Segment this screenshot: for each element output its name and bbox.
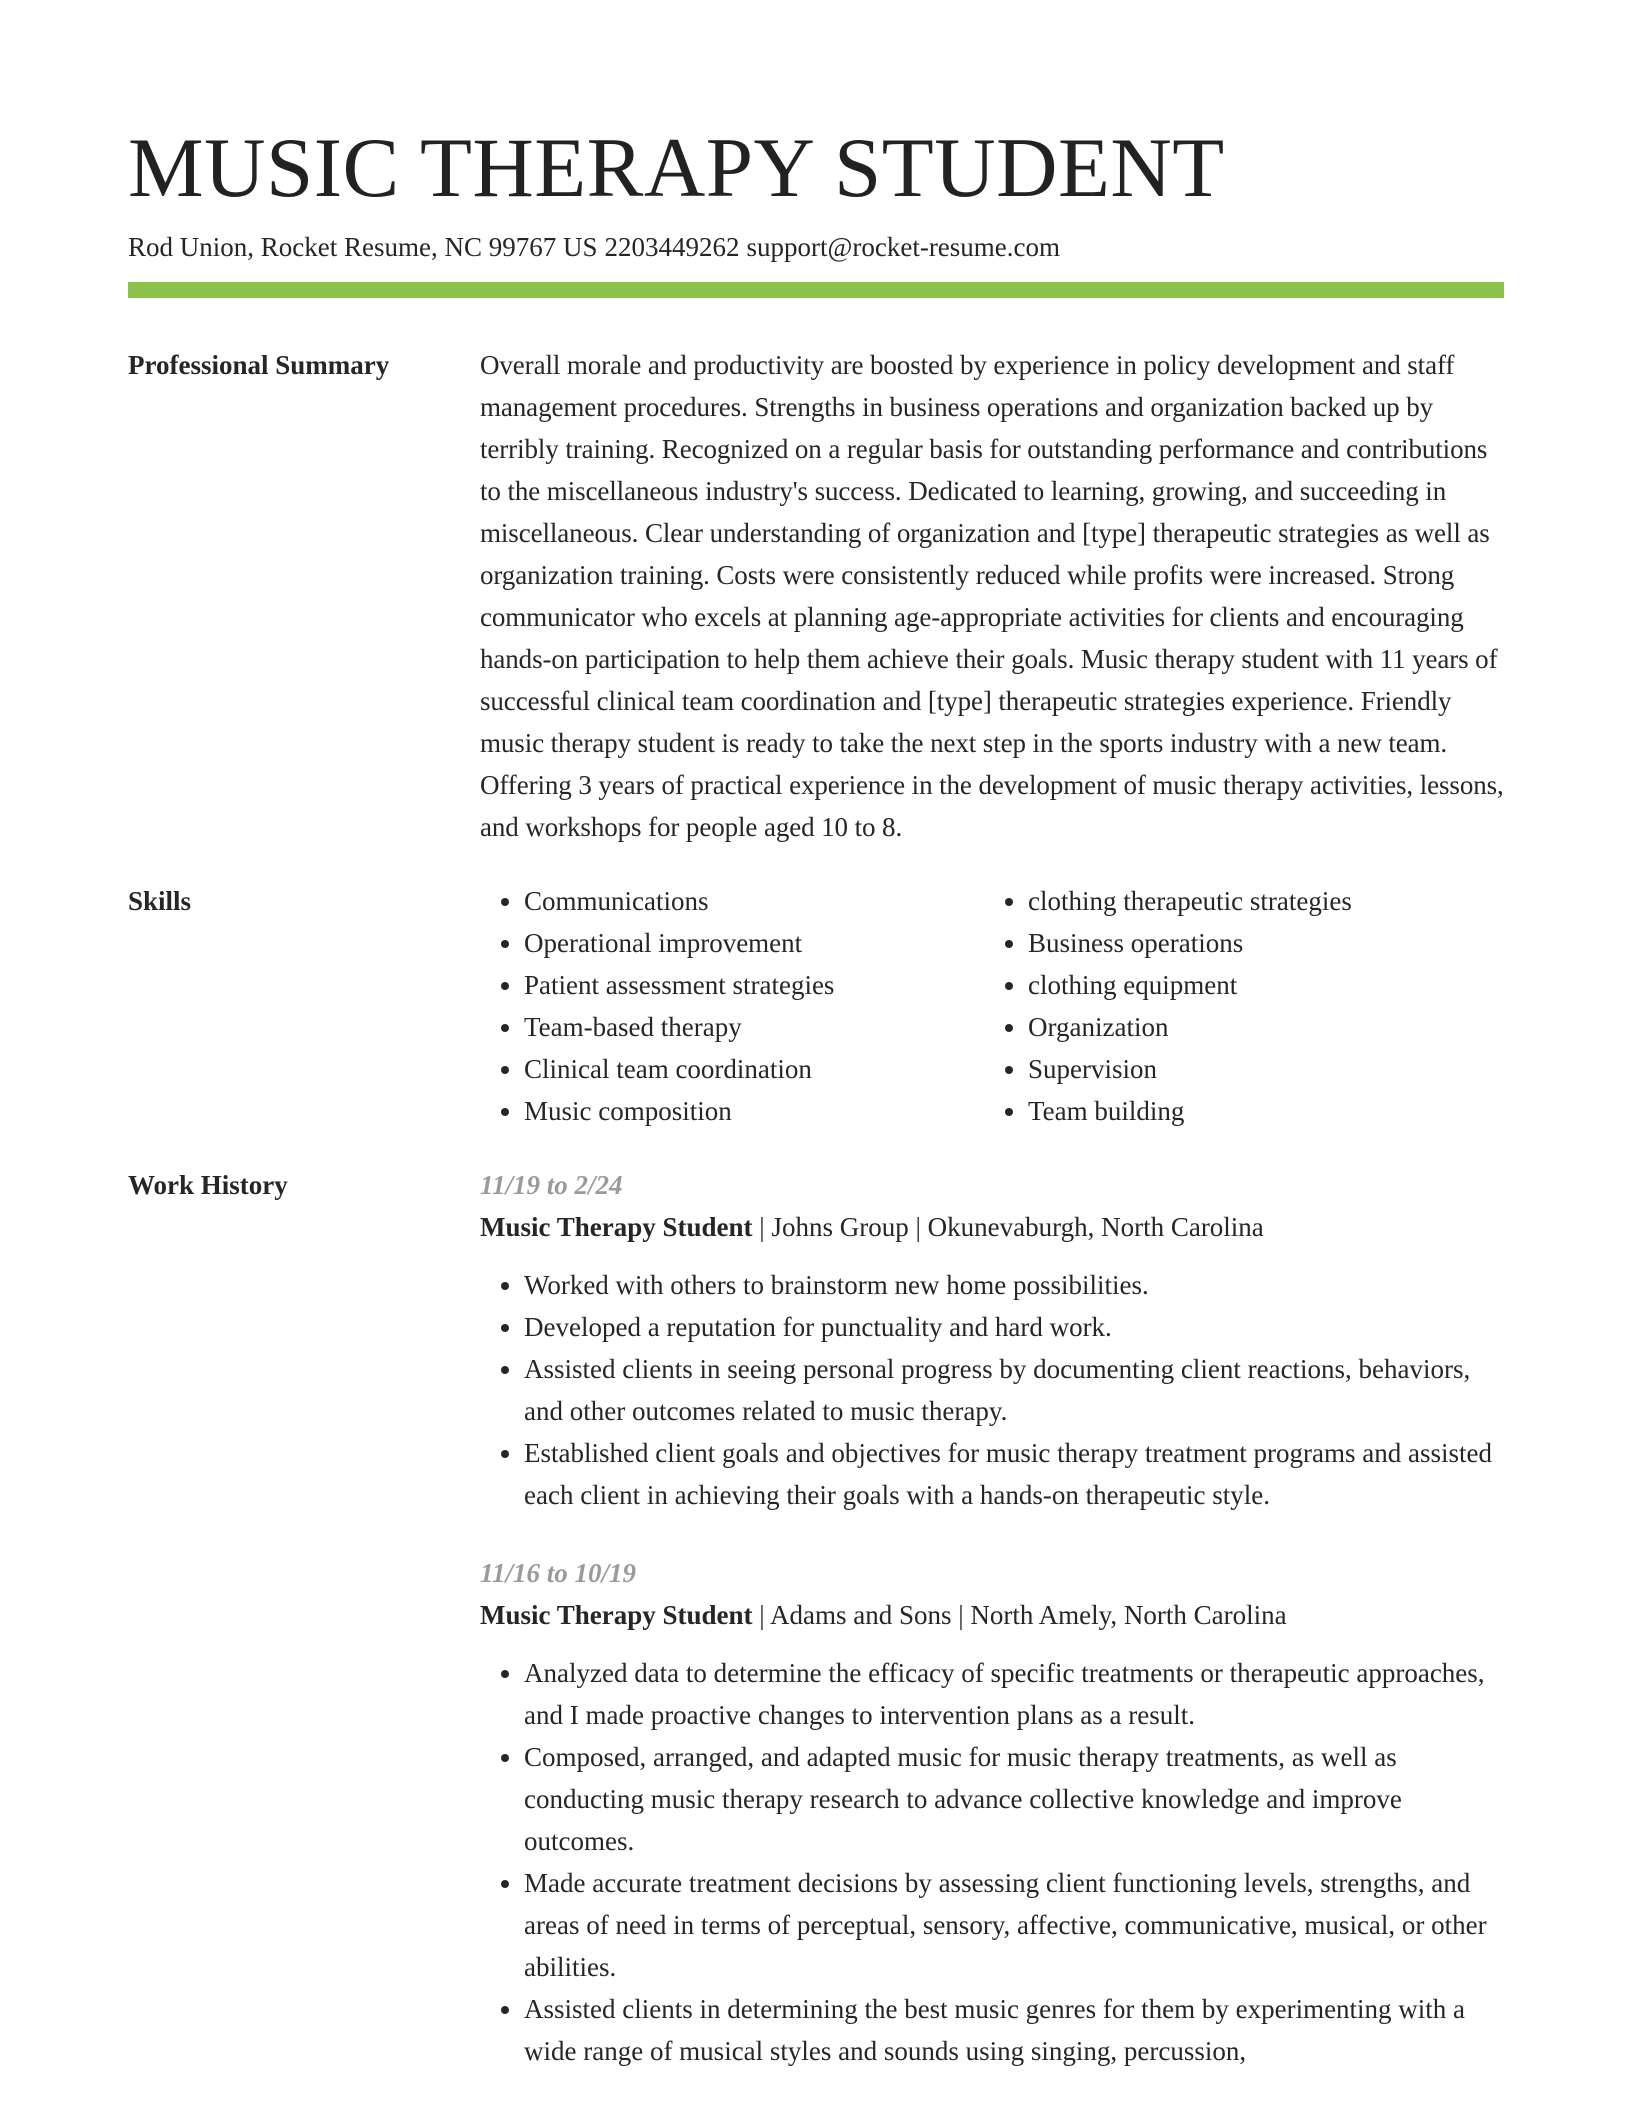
job-details: | Adams and Sons | North Amely, North Carolina (752, 1600, 1287, 1630)
work-history-section (128, 1164, 1504, 2072)
job-bullet: • Composed, arranged, and adapted music for music therapy treatments, as well as conducting music therapy research to advance collective knowledge and improve outcomes. (524, 1736, 1504, 1862)
resume-name: MUSIC THERAPY STUDENT (128, 121, 1225, 215)
skills-section (128, 880, 1504, 1132)
skill-item: • Organization (1028, 1006, 1488, 1048)
skill-item: • Team-based therapy (524, 1006, 984, 1048)
job-dates: 11/19 to 2/24 (480, 1170, 623, 1200)
skill-item: • Patient assessment strategies (524, 964, 984, 1006)
job-bullet-list (480, 1264, 1504, 1516)
skill-item: • Supervision (1028, 1048, 1488, 1090)
header-divider (128, 282, 1504, 298)
job-bullet: • Assisted clients in seeing personal progress by documenting client reactions, behaviors, and other outcomes related to music therapy. (524, 1348, 1504, 1432)
skills-heading: Skills (128, 886, 192, 916)
job-entry (480, 1552, 1504, 2072)
summary-heading: Professional Summary (128, 350, 390, 380)
summary-body (480, 344, 1504, 848)
skills-list-left (480, 880, 984, 1132)
job-details: | Johns Group | Okunevaburgh, North Carolina (752, 1212, 1264, 1242)
contact-address: Rod Union, Rocket Resume, NC 99767 US (128, 232, 598, 262)
job-bullet: • Worked with others to brainstorm new home possibilities. (524, 1264, 1504, 1306)
skill-item: • clothing therapeutic strategies (1028, 880, 1488, 922)
contact-phone: 2203449262 (604, 232, 740, 262)
job-title: Music Therapy Student (480, 1212, 753, 1242)
skill-item: • Clinical team coordination (524, 1048, 984, 1090)
work-history-body (480, 1164, 1504, 2072)
skill-item: • Communications (524, 880, 984, 922)
job-title: Music Therapy Student (480, 1600, 753, 1630)
job-title-line (480, 1594, 1504, 1636)
skills-list-right (984, 880, 1488, 1132)
skill-item: • Business operations (1028, 922, 1488, 964)
skill-item: • Music composition (524, 1090, 984, 1132)
summary-section (128, 344, 1504, 848)
skills-body (480, 880, 1504, 1132)
skill-item: • Operational improvement (524, 922, 984, 964)
job-bullet-list (480, 1652, 1504, 2072)
job-title-line (480, 1206, 1504, 1248)
job-bullet: • Developed a reputation for punctuality and hard work. (524, 1306, 1504, 1348)
job-bullet: • Established client goals and objectives for music therapy treatment programs and assisted each client in achieving their goals with a hands-on therapeutic style. (524, 1432, 1504, 1516)
work-history-heading: Work History (128, 1170, 288, 1200)
resume-page (128, 118, 1504, 2072)
job-entry (480, 1164, 1504, 1516)
skill-item: • Team building (1028, 1090, 1488, 1132)
job-bullet: • Assisted clients in determining the best music genres for them by experimenting with a wide range of musical styles and sounds using singing, percussion, (524, 1988, 1504, 2072)
contact-email: support@rocket-resume.com (746, 232, 1061, 262)
contact-line (128, 229, 1504, 265)
job-bullet: • Made accurate treatment decisions by assessing client functioning levels, strengths, and areas of need in terms of perceptual, sensory, affective, communicative, musical, or other abilities. (524, 1862, 1504, 1988)
summary-text: Overall morale and productivity are boosted by experience in policy development and staff management procedures. Strengths in business operations and organization backed up by terribly training. Recognized on a regular basis for outstanding performance and contributions to the miscellaneous industry's success. Dedicated to learning, growing, and succeeding in miscellaneous. Clear understanding of organization and [type] therapeutic strategies as well as organization training. Costs were consistently reduced while profits were increased. Strong communicator who excels at planning age-appropriate activities for clients and encouraging hands-on participation to help them achieve their goals. Music therapy student with 11 years of successful clinical team coordination and [type] therapeutic strategies experience. Friendly music therapy student is ready to take the next step in the sports industry with a new team. Offering 3 years of practical experience in the development of music therapy activities, lessons, and workshops for people aged 10 to 8. (480, 350, 1504, 842)
skill-item: • clothing equipment (1028, 964, 1488, 1006)
job-bullet: • Analyzed data to determine the efficacy of specific treatments or therapeutic approaches, and I made proactive changes to intervention plans as a result. (524, 1652, 1504, 1736)
job-dates: 11/16 to 10/19 (480, 1558, 637, 1588)
